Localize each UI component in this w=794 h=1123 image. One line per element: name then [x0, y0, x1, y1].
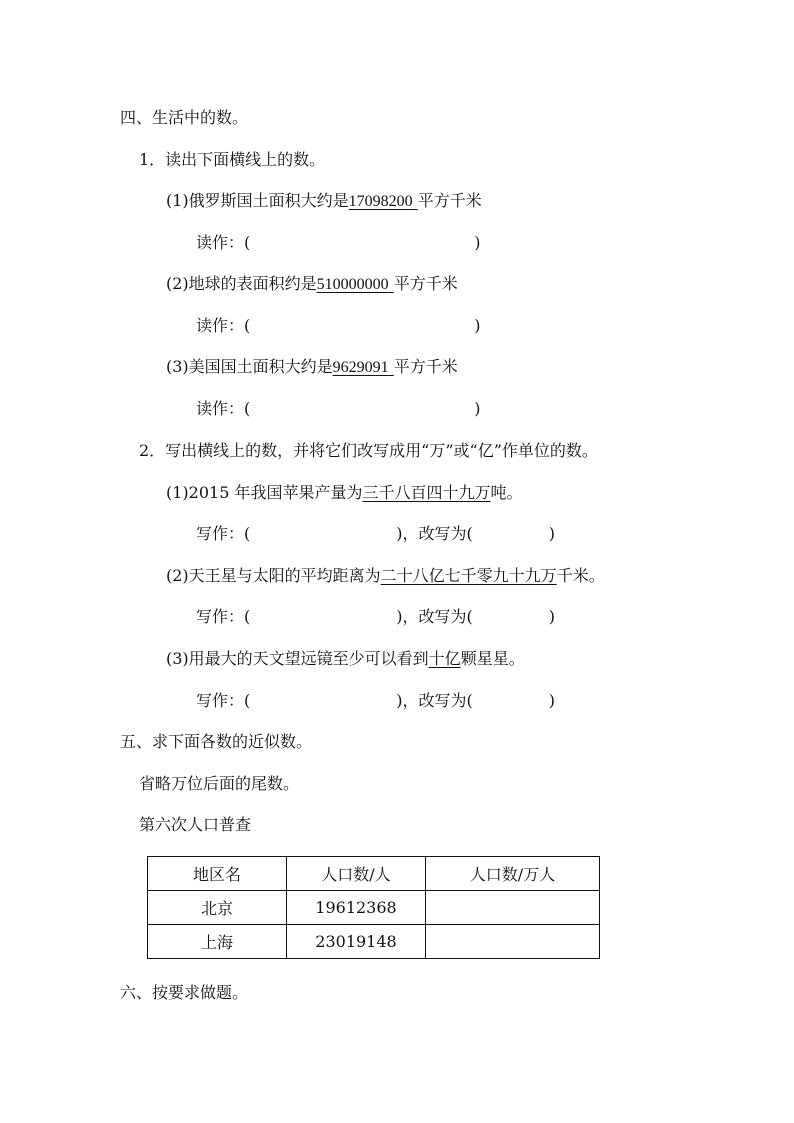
q2-item-2-post: 千米。 — [556, 566, 605, 585]
answer-prefix: 读作：( — [196, 233, 251, 252]
header-population-wan: 人口数/万人 — [426, 857, 600, 891]
q2-item-3 — [166, 648, 525, 670]
q2-item-3-pre: (3)用最大的天文望远镜至少可以看到 — [166, 649, 429, 668]
section-4-title: 四、生活中的数。 — [120, 108, 249, 127]
q2-answer-2[interactable] — [196, 606, 555, 628]
q2-answer-1[interactable] — [196, 523, 555, 545]
q1-item-1-unit: 平方千米 — [417, 191, 482, 210]
q1-item-3 — [166, 356, 458, 379]
q2-item-2-number: 二十八亿七千零九十九万 — [380, 566, 557, 585]
write-prefix: 写作：( — [196, 607, 251, 626]
q2-item-1-number: 三千八百四十九万 — [362, 483, 491, 502]
table-row — [148, 891, 600, 925]
q1-answer-1[interactable] — [196, 232, 481, 254]
q1-item-1 — [166, 190, 482, 213]
question-2-title: 2．写出横线上的数，并将它们改写成用“万”或“亿”作单位的数。 — [139, 441, 598, 460]
q1-item-3-number: 9629091 — [332, 359, 389, 376]
q1-item-3-label: (3)美国国土面积大约是 — [166, 357, 333, 376]
q1-item-2-label: (2)地球的表面积约是 — [166, 274, 317, 293]
write-prefix: 写作：( — [196, 691, 251, 710]
rewrite-label: )，改写为( — [396, 607, 473, 626]
write-prefix: 写作：( — [196, 524, 251, 543]
answer-close: ) — [474, 233, 481, 252]
q2-item-2-pre: (2)天王星与太阳的平均距离为 — [166, 566, 381, 585]
cell-population-wan-input[interactable] — [426, 925, 600, 959]
q2-item-3-post: 颗星星。 — [460, 649, 525, 668]
section-5-title: 五、求下面各数的近似数。 — [120, 732, 313, 751]
answer-prefix: 读作：( — [196, 399, 251, 418]
q2-answer-3[interactable] — [196, 690, 555, 712]
q2-item-2 — [166, 565, 605, 587]
header-population: 人口数/人 — [287, 857, 426, 891]
rewrite-close: ) — [548, 524, 555, 543]
question-1-title: 1．读出下面横线上的数。 — [139, 150, 326, 169]
cell-region: 上海 — [148, 925, 287, 959]
rewrite-close: ) — [548, 691, 555, 710]
cell-population-wan-input[interactable] — [426, 891, 600, 925]
cell-population: 23019148 — [287, 925, 426, 959]
table-title: 第六次人口普查 — [139, 815, 252, 834]
rewrite-close: ) — [548, 607, 555, 626]
q1-answer-2[interactable] — [196, 315, 481, 337]
answer-close: ) — [474, 399, 481, 418]
q1-item-3-unit: 平方千米 — [393, 357, 458, 376]
q1-item-1-label: (1)俄罗斯国土面积大约是 — [166, 191, 349, 210]
table-header-row — [148, 857, 600, 891]
header-region: 地区名 — [148, 857, 287, 891]
answer-prefix: 读作：( — [196, 316, 251, 335]
q2-item-1-pre: (1)2015 年我国苹果产量为 — [166, 483, 363, 502]
q1-item-2-number: 510000000 — [316, 276, 389, 293]
answer-close: ) — [474, 316, 481, 335]
population-table — [147, 856, 600, 959]
cell-region: 北京 — [148, 891, 287, 925]
table-row — [148, 925, 600, 959]
q1-item-2-unit: 平方千米 — [393, 274, 458, 293]
section-5-instruction: 省略万位后面的尾数。 — [139, 774, 300, 793]
q2-item-1 — [166, 482, 523, 504]
rewrite-label: )，改写为( — [396, 691, 473, 710]
q2-item-1-post: 吨。 — [490, 483, 523, 502]
q1-item-2 — [166, 273, 458, 296]
q1-item-1-number: 17098200 — [348, 193, 413, 210]
cell-population: 19612368 — [287, 891, 426, 925]
rewrite-label: )，改写为( — [396, 524, 473, 543]
section-6-title: 六、按要求做题。 — [120, 983, 249, 1002]
q1-answer-3[interactable] — [196, 398, 481, 420]
q2-item-3-number: 十亿 — [428, 649, 461, 668]
